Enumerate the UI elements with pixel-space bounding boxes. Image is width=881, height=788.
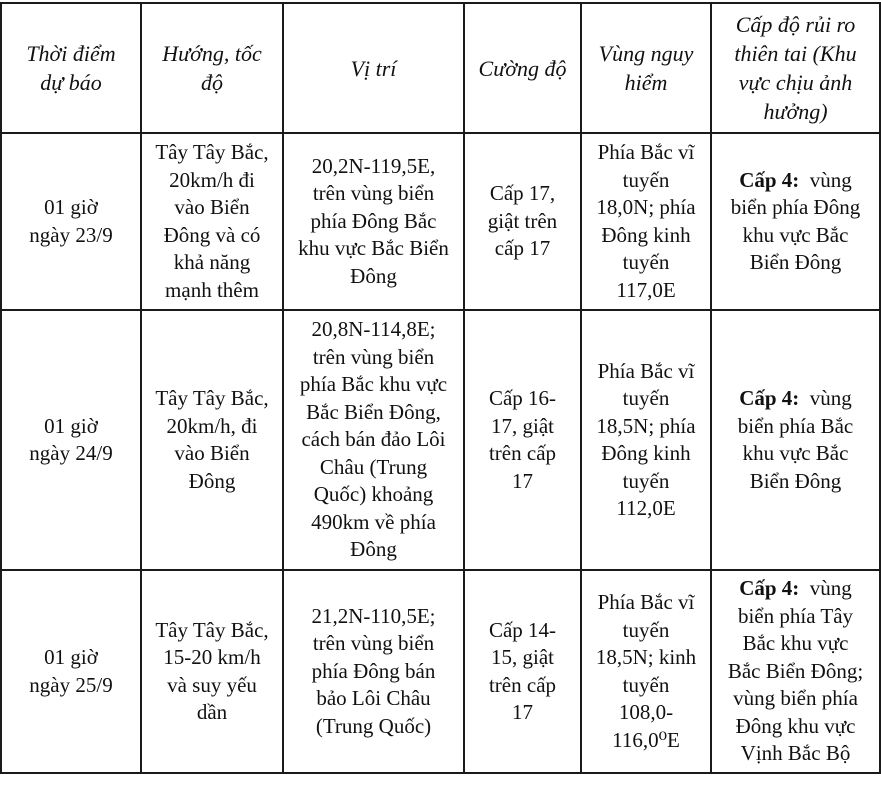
cell-risk-level [711, 133, 880, 310]
cell-text: Đông và có [163, 222, 261, 247]
storm-forecast-table [0, 2, 881, 774]
header-text: thiên tai (Khu [734, 41, 857, 66]
cell-text: Đông [350, 263, 397, 288]
cell-text: vào Biển [174, 195, 250, 219]
cell-text: Biển Đông [749, 250, 842, 274]
cell-text: 20,8N-114,8E; [311, 317, 436, 342]
cell-text: Phía Bắc vĩ [597, 358, 695, 383]
cell-text: 15, giật [491, 645, 554, 669]
cell-position [283, 570, 464, 773]
cell-text: 108,0- [618, 700, 674, 724]
cell-text: trên vùng biển [312, 631, 435, 656]
header-forecast-time [1, 3, 141, 133]
table-row [1, 570, 880, 773]
table-row [1, 310, 880, 570]
cell-text: 117,0E [616, 277, 676, 302]
cell-text: khả năng [173, 250, 251, 274]
cell-text: vùng [809, 386, 852, 410]
cell-text: 20km/h, đi [166, 413, 258, 438]
cell-text: và suy yếu [167, 672, 257, 697]
cell-text: cách bán đảo Lôi [301, 427, 446, 452]
cell-text: (Trung Quốc) [315, 713, 432, 738]
header-position [283, 3, 464, 133]
header-text: dự báo [40, 70, 102, 95]
cell-text: tuyến [622, 250, 670, 274]
cell-intensity [464, 310, 581, 570]
header-text: Cấp độ rủi ro [735, 12, 856, 37]
header-text: Vị trí [350, 55, 397, 81]
cell-text: khu vực Bắc [742, 222, 849, 247]
cell-text: ngày 25/9 [29, 672, 113, 697]
cell-text: biển phía Bắc [737, 413, 854, 438]
cell-text: Tây Tây Bắc, [155, 617, 269, 642]
cell-text: phía Bắc khu vực [299, 372, 448, 397]
cell-text: tuyến [622, 167, 670, 192]
cell-direction-speed [141, 310, 283, 570]
cell-text: Biển Đông [749, 468, 842, 493]
header-text: Thời điểm [26, 41, 116, 66]
cell-text: Cấp 14- [488, 617, 557, 642]
cell-text: tuyến [622, 386, 670, 410]
cell-text: vùng biển phía [733, 686, 858, 711]
cell-text: Cấp 16- [488, 386, 557, 410]
header-risk-level [711, 3, 880, 133]
cell-text: mạnh thêm [165, 277, 259, 302]
risk-level-label: Cấp 4: [739, 576, 800, 601]
cell-text: Quốc) khoảng [313, 482, 434, 507]
cell-text: 490km về phía [311, 509, 436, 534]
cell-text: ngày 23/9 [29, 222, 113, 247]
header-direction-speed [141, 3, 283, 133]
header-text: hiểm [624, 70, 668, 95]
cell-text: trên cấp [488, 672, 557, 697]
header-text: độ [201, 70, 223, 95]
cell-text: Cấp 17, [489, 181, 556, 206]
cell-text: biển phía Đông [730, 195, 861, 219]
cell-risk-level [711, 310, 880, 570]
cell-text: biển phía Tây [737, 603, 854, 628]
cell-text: Tây Tây Bắc, [155, 140, 269, 164]
cell-text: vùng [809, 576, 852, 601]
cell-intensity [464, 133, 581, 310]
cell-text: giật trên [487, 208, 558, 233]
cell-text: ngày 24/9 [29, 441, 113, 465]
cell-text: vùng [809, 167, 852, 192]
cell-text: Bắc khu vực [742, 631, 849, 656]
cell-position [283, 133, 464, 310]
header-text: vực chịu ảnh [738, 70, 853, 95]
cell-direction-speed [141, 570, 283, 773]
cell-text: trên cấp [488, 441, 557, 465]
cell-intensity [464, 570, 581, 773]
cell-text: Đông khu vực [735, 713, 856, 738]
cell-position [283, 310, 464, 570]
header-text: Hướng, tốc [162, 41, 262, 66]
risk-first-line [718, 575, 873, 603]
cell-text: 17 [512, 700, 533, 724]
cell-danger-zone [581, 133, 711, 310]
cell-text: 17, giật [491, 413, 554, 438]
cell-text: 01 giờ [44, 413, 98, 438]
cell-text: khu vực Bắc [742, 441, 849, 465]
header-row [1, 3, 880, 133]
cell-text: tuyến [622, 672, 670, 697]
cell-text: phía Đông Bắc [310, 208, 437, 233]
cell-text: 20,2N-119,5E, [311, 153, 436, 178]
cell-text: 17 [512, 468, 533, 493]
cell-text: cấp 17 [494, 236, 551, 261]
cell-danger-zone [581, 570, 711, 773]
risk-level-label: Cấp 4: [739, 386, 800, 410]
cell-text: 116,0⁰E [612, 727, 680, 752]
table-row [1, 133, 880, 310]
cell-text: Tây Tây Bắc, [155, 386, 269, 410]
cell-text: Vịnh Bắc Bộ [740, 741, 851, 766]
cell-text: tuyến [622, 617, 670, 642]
cell-text: 112,0E [616, 496, 676, 520]
cell-text: trên vùng biển [312, 181, 435, 206]
risk-first-line [718, 385, 873, 413]
header-text: Vùng nguy [598, 41, 694, 66]
cell-text: 18,0N; phía [596, 195, 696, 219]
cell-text: vào Biển [174, 441, 250, 465]
risk-first-line [718, 167, 873, 195]
cell-text: Bắc Biển Đông, [306, 399, 441, 424]
cell-direction-speed [141, 133, 283, 310]
cell-text: Phía Bắc vĩ [597, 590, 695, 614]
cell-risk-level [711, 570, 880, 773]
header-intensity [464, 3, 581, 133]
cell-forecast-time [1, 133, 141, 310]
cell-text: 18,5N; kinh [595, 645, 697, 669]
cell-text: 18,5N; phía [596, 413, 696, 438]
cell-text: 01 giờ [44, 195, 98, 219]
risk-level-label: Cấp 4: [739, 167, 800, 192]
cell-text: 20km/h đi [169, 167, 255, 192]
cell-text: Phía Bắc vĩ [597, 140, 695, 164]
cell-text: phía Đông bán [311, 658, 436, 683]
cell-text: trên vùng biển [312, 344, 435, 369]
header-text: hưởng) [763, 99, 828, 124]
cell-text: bảo Lôi Châu [316, 686, 431, 711]
cell-text: 01 giờ [44, 645, 98, 669]
cell-forecast-time [1, 570, 141, 773]
cell-text: Bắc Biển Đông; [727, 658, 864, 683]
header-danger-zone [581, 3, 711, 133]
cell-text: Đông [350, 537, 397, 562]
cell-text: Đông [188, 468, 236, 493]
cell-forecast-time [1, 310, 141, 570]
cell-text: tuyến [622, 468, 670, 493]
cell-text: Đông kinh [601, 222, 691, 247]
cell-text: dần [196, 700, 228, 724]
cell-text: khu vực Bắc Biển [298, 236, 449, 261]
header-text: Cường độ [478, 55, 567, 81]
cell-danger-zone [581, 310, 711, 570]
cell-text: 15-20 km/h [163, 645, 261, 669]
cell-text: Đông kinh [601, 441, 691, 465]
cell-text: 21,2N-110,5E; [311, 603, 436, 628]
cell-text: Châu (Trung [319, 454, 428, 479]
